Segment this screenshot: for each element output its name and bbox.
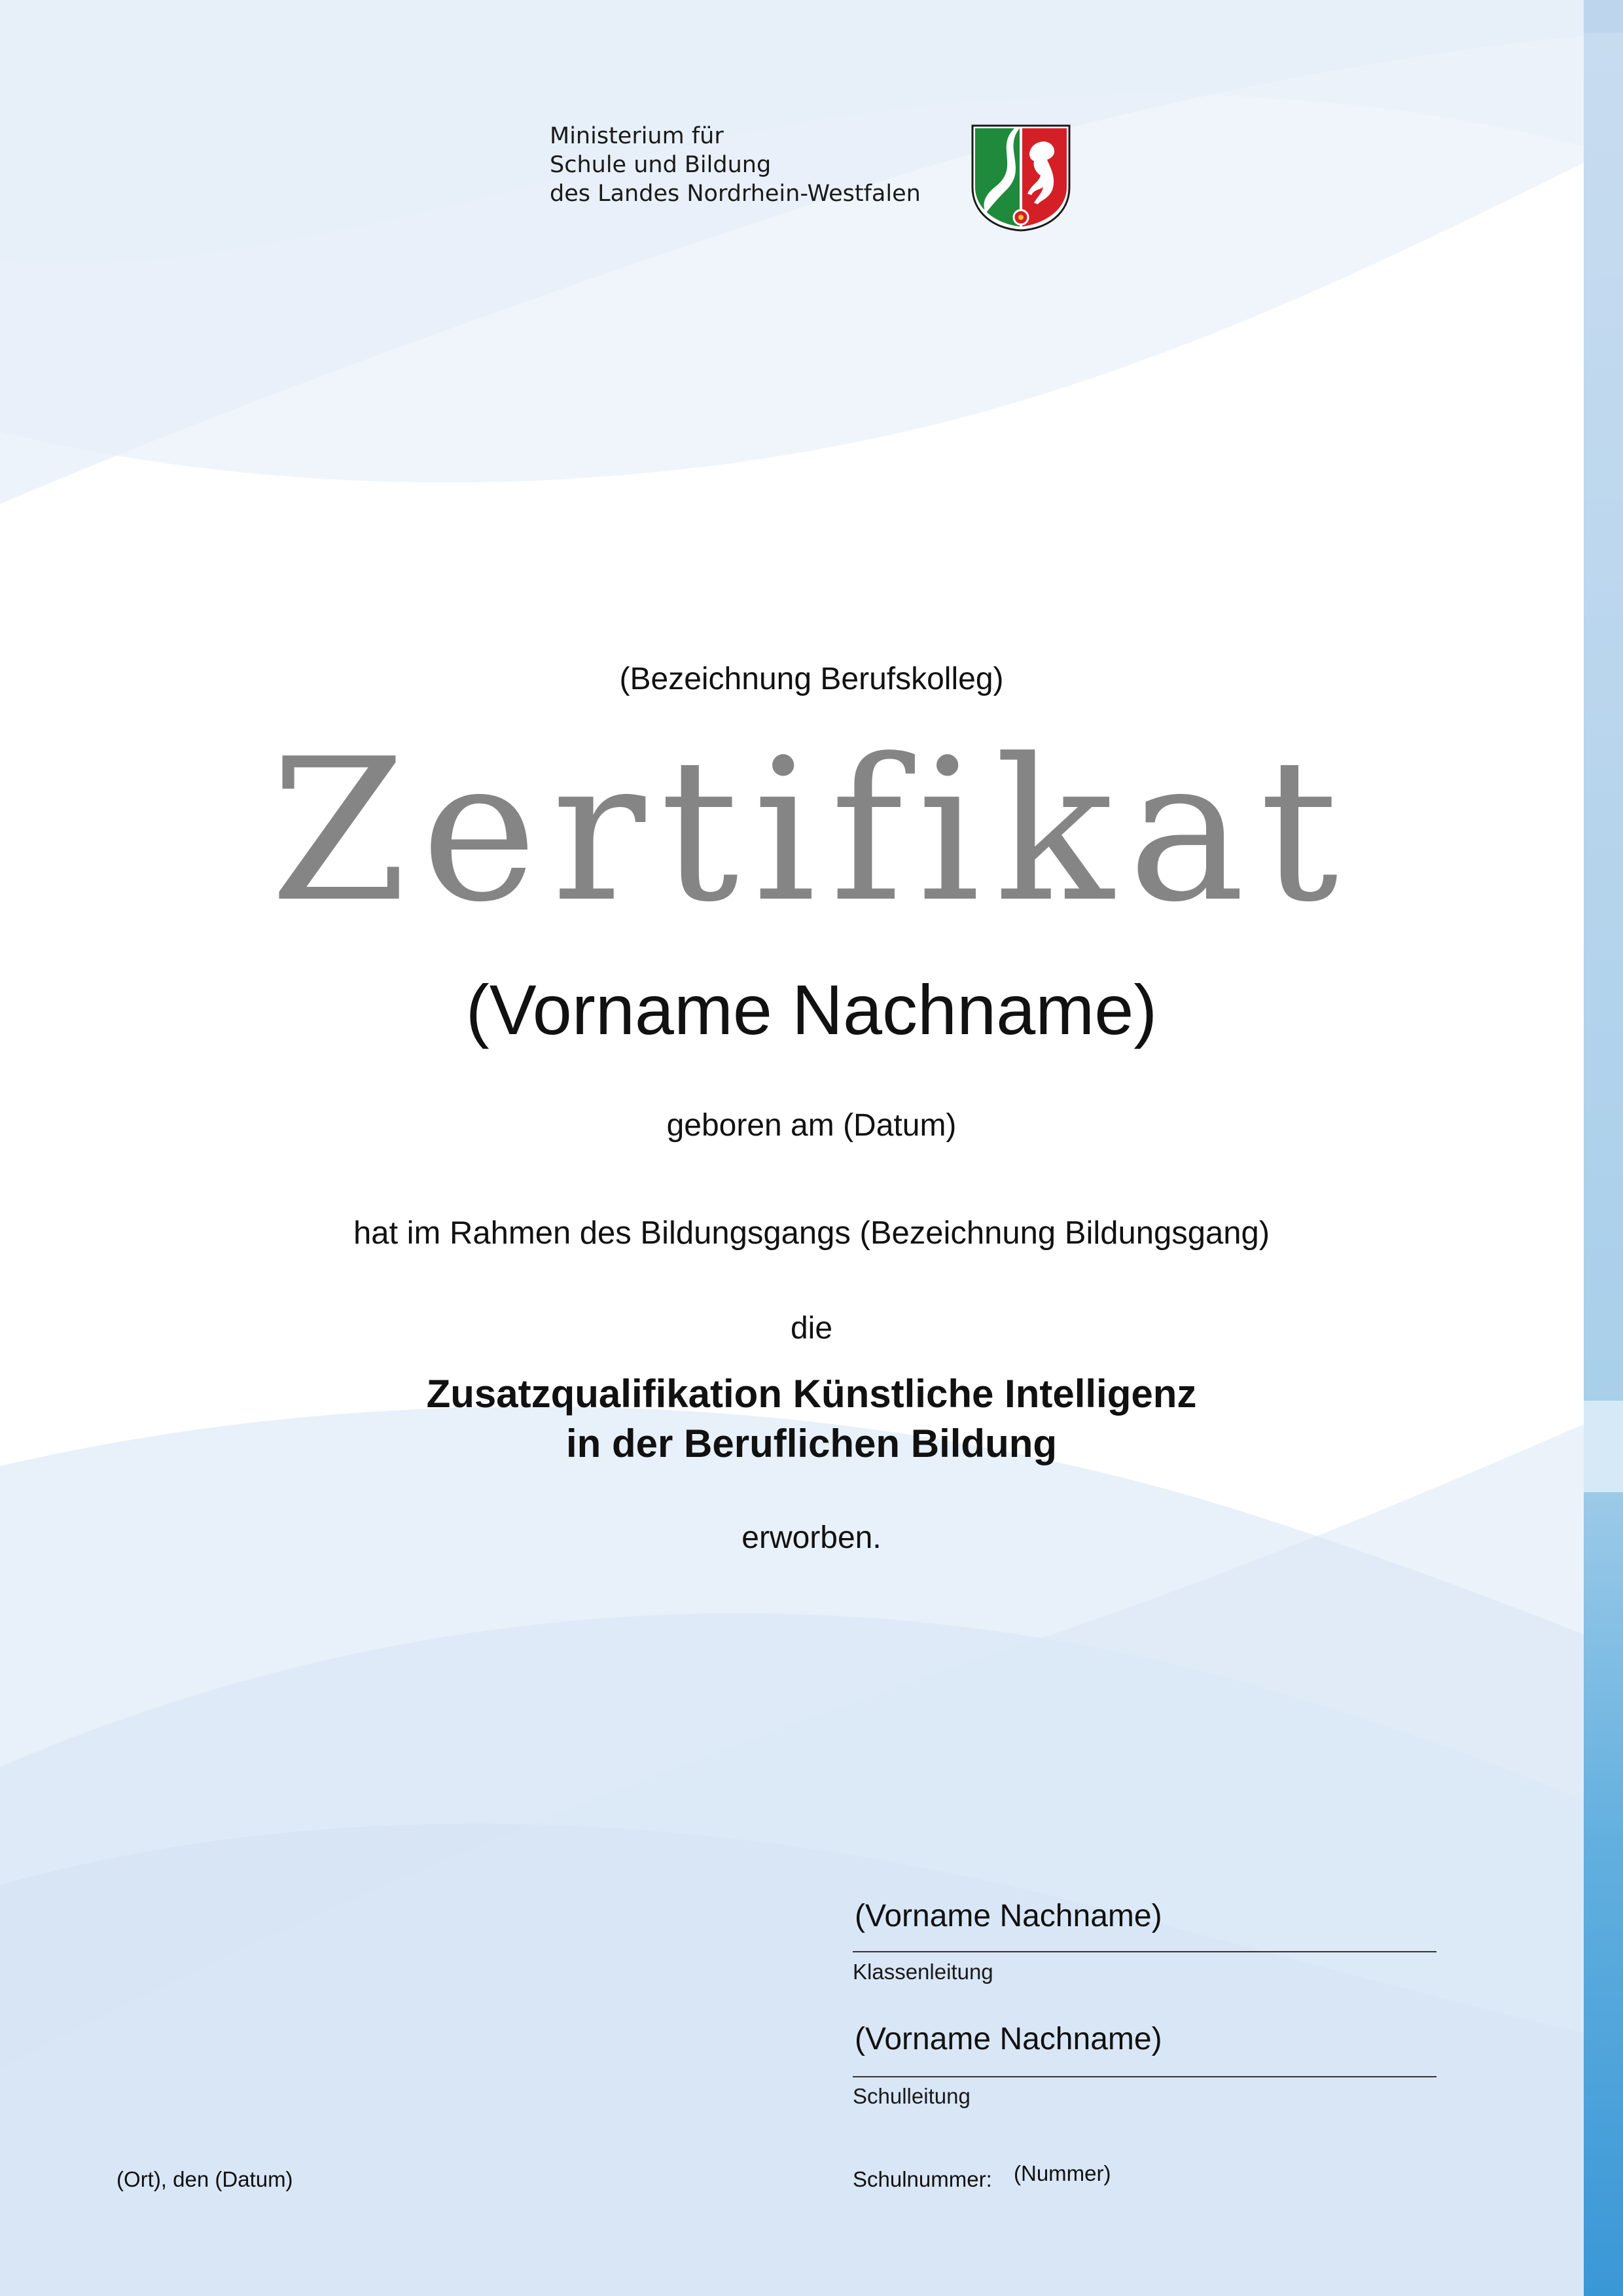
ministry-line: des Landes Nordrhein-Westfalen <box>550 181 921 207</box>
signature-line <box>853 1951 1436 1952</box>
qualification-title <box>0 1369 1623 1469</box>
closing-text: erworben. <box>741 1520 882 1555</box>
course-context: hat im Rahmen des Bildungsgangs (Bezeichnung Bildungsgang) <box>353 1215 1270 1251</box>
qualification-line: Zusatzqualifikation Künstliche Intelligenz <box>426 1372 1197 1416</box>
place-date: (Ort), den (Datum) <box>116 2167 293 2191</box>
connector-text: die <box>790 1311 833 1346</box>
school-number-value: (Nummer) <box>1014 2161 1111 2185</box>
principal-role: Schulleitung <box>853 2084 971 2108</box>
school-number-label: Schulnummer: <box>853 2167 992 2191</box>
certificate-title: Zertifikat <box>270 717 1353 945</box>
class-teacher-name: (Vorname Nachname) <box>855 1899 1162 1933</box>
principal-name: (Vorname Nachname) <box>855 2022 1162 2056</box>
class-teacher-role: Klassenleitung <box>853 1960 993 1984</box>
ministry-line: Ministerium für <box>550 123 724 149</box>
signature-line <box>853 2076 1436 2077</box>
birth-date: geboren am (Datum) <box>666 1108 957 1143</box>
nrw-coat-of-arms-icon <box>969 122 1073 233</box>
qualification-line: in der Beruflichen Bildung <box>565 1422 1058 1465</box>
ministry-name <box>550 122 921 208</box>
school-name: (Bezeichnung Berufskolleg) <box>619 662 1004 696</box>
ministry-line: Schule und Bildung <box>550 152 772 178</box>
recipient-name: (Vorname Nachname) <box>465 970 1158 1049</box>
